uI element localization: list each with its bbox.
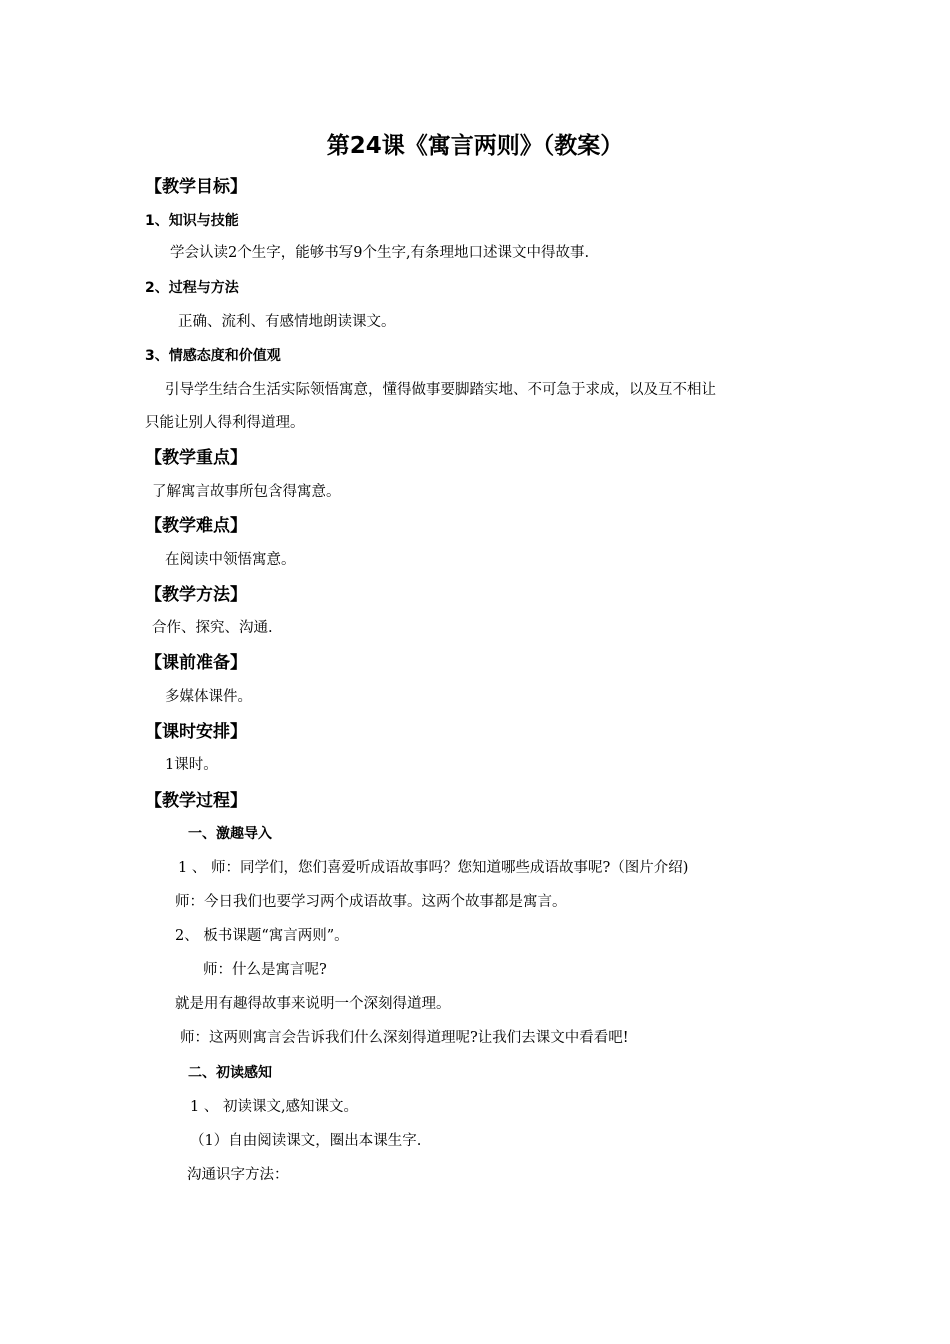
process-paragraph: 沟通识字方法： (187, 1167, 289, 1183)
process-paragraph: 师：这两则寓言会告诉我们什么深刻得道理呢?让我们去课文中看看吧! (180, 1030, 629, 1046)
process-paragraph: 师：什么是寓言呢? (203, 962, 327, 978)
process-paragraph: 2、 板书课题“寓言两则”。 (175, 928, 349, 944)
schedule-text: 1课时。 (165, 757, 218, 773)
process-paragraph: 1 、 师：同学们，您们喜爱听成语故事吗？您知道哪些成语故事呢?（图片介绍) (178, 860, 689, 876)
key-points-text: 了解寓言故事所包含得寓意。 (152, 484, 341, 500)
process-paragraph: 师：今日我们也要学习两个成语故事。这两个故事都是寓言。 (175, 894, 567, 910)
section-key-points-heading: 【教学重点】 (145, 448, 247, 468)
section-preparation-heading: 【课前准备】 (145, 653, 247, 673)
goal-1-text: 学会认读2个生字，能够书写9个生字,有条理地口述课文中得故事. (170, 245, 590, 261)
section-methods-heading: 【教学方法】 (145, 585, 247, 605)
goal-1-heading: 1、知识与技能 (145, 213, 239, 229)
goal-2-heading: 2、过程与方法 (145, 280, 239, 296)
document-title: 第24课《寓言两则》（教案） (326, 133, 624, 159)
section-schedule-heading: 【课时安排】 (145, 722, 247, 742)
goal-2-text: 正确、流利、有感情地朗读课文。 (178, 314, 396, 330)
goal-3-text-line-1: 引导学生结合生活实际领悟寓意，懂得做事要脚踏实地、不可急于求成，以及互不相让 (165, 382, 716, 398)
goal-3-text-line-2: 只能让别人得利得道理。 (145, 415, 305, 431)
section-process-heading: 【教学过程】 (145, 791, 247, 811)
process-part-2-heading: 二、初读感知 (188, 1065, 272, 1081)
section-goals-heading: 【教学目标】 (145, 177, 247, 197)
process-paragraph: 1 、 初读课文,感知课文。 (190, 1099, 359, 1115)
process-paragraph: 就是用有趣得故事来说明一个深刻得道理。 (175, 996, 451, 1012)
difficulties-text: 在阅读中领悟寓意。 (165, 552, 296, 568)
methods-text: 合作、探究、沟通. (152, 620, 273, 636)
goal-3-heading: 3、情感态度和价值观 (145, 348, 281, 364)
process-paragraph: （1）自由阅读课文，圈出本课生字. (190, 1133, 422, 1149)
process-part-1-heading: 一、激趣导入 (188, 826, 272, 842)
preparation-text: 多媒体课件。 (165, 689, 252, 705)
section-difficulties-heading: 【教学难点】 (145, 516, 247, 536)
